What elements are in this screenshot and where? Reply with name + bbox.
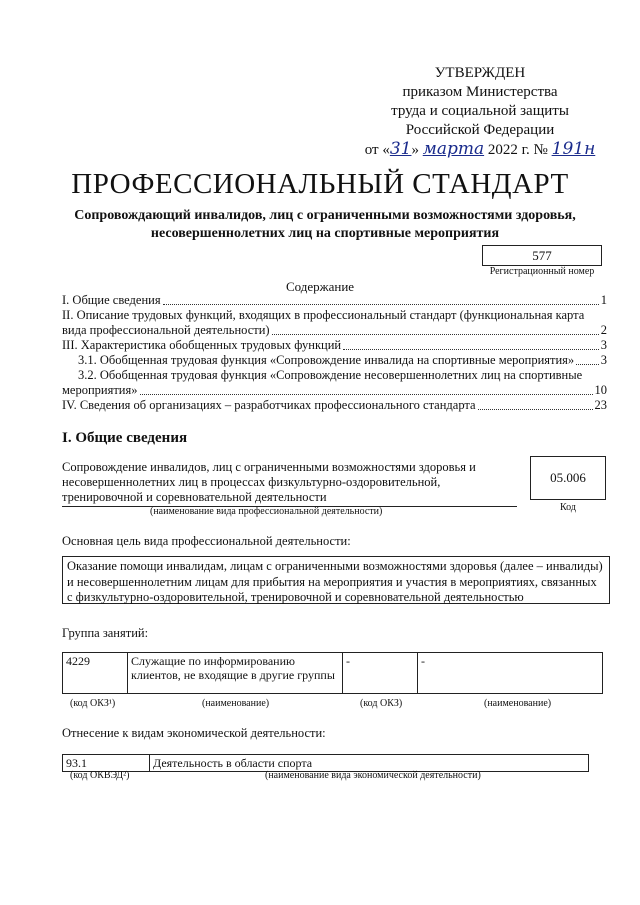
activity-code-box: 05.006: [530, 456, 606, 500]
toc-item-text: III. Характеристика обобщенных трудовых функций: [62, 338, 342, 352]
caption-okved-code: (код ОКВЭД²): [70, 770, 130, 781]
handwritten-day: 31: [389, 139, 412, 159]
toc-page: 3: [600, 338, 607, 352]
okved-code-cell: 93.1: [63, 755, 150, 772]
activity-kind-name: Сопровождение инвалидов, лиц с ограниченными возможностями здоровья и несовершеннолетних лиц в процессах физкультурно-оздоровительной, тренировочной и соревновательной деятельности: [62, 460, 476, 504]
caption-okz-code-2: (код ОКЗ): [360, 698, 403, 709]
document-subtitle: Сопровождающий инвалидов, лиц с ограниченными возможностями здоровья, несовершеннолетних лиц на спортивные мероприятия: [74, 208, 576, 241]
toc-item-text-cont: вида профессиональной деятельности): [62, 323, 270, 337]
toc-dots: [140, 394, 593, 395]
caption-okz-code: (код ОКЗ¹): [70, 698, 116, 709]
caption-okved-name: (наименование вида экономической деятельности): [265, 770, 481, 781]
okz-name-cell: Служащие по информированию клиентов, не входящие в другие группы: [128, 653, 343, 694]
table-row: [63, 653, 603, 694]
okz-code-cell-2: -: [343, 653, 418, 694]
toc-item-3-1[interactable]: [78, 353, 607, 368]
handwritten-month: марта: [422, 139, 485, 159]
toc-dots: [272, 334, 599, 335]
registration-number-box: 577: [482, 245, 602, 266]
date-prefix: от «: [364, 142, 390, 158]
toc-item-text: 3.2. Обобщенная трудовая функция «Сопровождение несовершеннолетних лиц на спортивные: [78, 368, 583, 382]
okz-code-cell: 4229: [63, 653, 128, 694]
document-title: ПРОФЕССИОНАЛЬНЫЙ СТАНДАРТ: [71, 168, 569, 200]
toc-page: 10: [594, 383, 607, 397]
approval-line-2: приказом Министерства: [402, 84, 558, 100]
approval-date-line: [360, 140, 600, 160]
toc-dots: [478, 409, 593, 410]
toc-item-2[interactable]: [62, 308, 607, 338]
toc-page: 2: [600, 323, 607, 337]
occupation-group-label: Группа занятий:: [62, 626, 149, 640]
toc-item-text: I. Общие сведения: [62, 293, 161, 307]
purpose-box: Оказание помощи инвалидам, лицам с ограниченными возможностями здоровья (далее – инвалиды) и несовершеннолетним лицам для прибытия на мероприятия и участия в мероприятиях, связанных с физкультурно-оздоровительной, тренировочной и соревновательной деятельностью: [62, 556, 610, 604]
approval-title: УТВЕРЖДЕН: [434, 65, 526, 81]
toc-item-1[interactable]: [62, 293, 607, 308]
handwritten-order-number: 191н: [551, 139, 596, 159]
toc-item-4[interactable]: [62, 398, 607, 413]
toc-item-text: 3.1. Обобщенная трудовая функция «Сопровождение инвалида на спортивные мероприятия»: [78, 353, 575, 367]
date-year: 2022 г. №: [487, 142, 548, 158]
occupation-group-table: [62, 652, 603, 694]
okz-name-cell-2: -: [418, 653, 603, 694]
economic-activity-label: Отнесение к видам экономической деятельности:: [62, 726, 326, 740]
toc-item-text: II. Описание трудовых функций, входящих в профессиональный стандарт (функциональная карта: [62, 308, 585, 322]
toc-dots: [576, 364, 599, 365]
registration-number-label: Регистрационный номер: [489, 266, 595, 277]
toc-item-3-2[interactable]: [62, 368, 607, 398]
caption-name: (наименование): [202, 698, 270, 709]
approval-line-3: труда и социальной защиты: [391, 103, 569, 119]
toc-page: 3: [600, 353, 607, 367]
approval-line-4: Российской Федерации: [405, 122, 555, 138]
toc-item-text: IV. Сведения об организациях – разработчиках профессионального стандарта: [62, 398, 476, 412]
toc-item-text-cont: мероприятия»: [62, 383, 138, 397]
purpose-label: Основная цель вида профессиональной деятельности:: [62, 534, 351, 548]
date-day-close: »: [411, 142, 419, 158]
toc-page: 1: [600, 293, 607, 307]
caption-name-2: (наименование): [484, 698, 552, 709]
toc-dots: [163, 304, 599, 305]
section-heading: I. Общие сведения: [62, 430, 188, 446]
toc-item-3[interactable]: [62, 338, 607, 353]
toc-dots: [343, 349, 599, 350]
okved-name-cell: Деятельность в области спорта: [150, 755, 589, 772]
toc-title: Содержание: [285, 279, 355, 294]
table-row: [63, 755, 589, 772]
toc-page: 23: [594, 398, 607, 412]
activity-kind-caption: (наименование вида профессиональной деятельности): [150, 506, 383, 517]
activity-code-caption: Код: [560, 502, 576, 513]
approval-block: [360, 64, 600, 160]
